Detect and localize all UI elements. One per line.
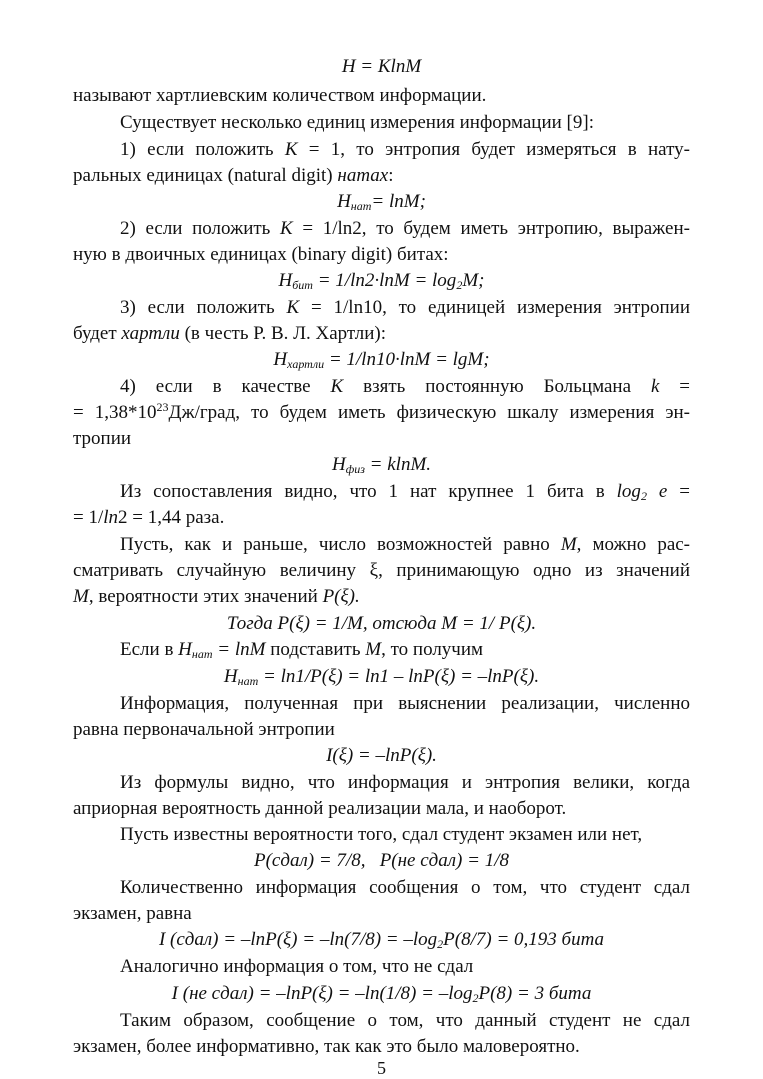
paragraph-line: называют хартлиевским количеством информации.: [73, 85, 487, 106]
paragraph-line: равна первоначальной энтропии: [73, 719, 335, 740]
paragraph-line: Пусть известны вероятности того, сдал студент экзамен или нет,: [120, 824, 643, 845]
page-number: 5: [377, 1058, 386, 1078]
list-item-3-line: 3) если положить K = 1/ln10, то единицей измерения энтропии: [120, 297, 690, 318]
paragraph-line: Из формулы видно, что информация и энтропия велики, когда: [120, 772, 690, 793]
list-item-4-line: 4) если в качестве K взять постоянную Больцмана k =: [120, 376, 690, 397]
list-item-3-line: будет хартли (в честь Р. В. Л. Хартли):: [73, 323, 387, 344]
formula-probabilities: P(сдал) = 7/8, P(не сдал) = 1/8: [254, 850, 509, 871]
list-item-2-line: ную в двоичных единицах (binary digit) битах:: [73, 244, 449, 265]
formula-substitution: $H_{нат} = \ln 1/P(\xi) = \ln 1 - \ln P(\xi) = -\ln P(\xi)$.: [223, 666, 540, 688]
paragraph-line: априорная вероятность данной реализации мала, и наоборот.: [73, 798, 567, 819]
formula-bit: $H_{бит} = 1/\ln 2\cdot\ln M = \log_2M$;: [278, 270, 485, 292]
paragraph-line: Из сопоставления видно, что 1 нат крупнее 1 бита в $\log_2 e$ =: [120, 481, 690, 503]
list-item-1-line: ральных единицах (natural digit) натах:: [73, 165, 394, 186]
paragraph-line: экзамен, более информативно, так как это было маловероятно.: [73, 1036, 580, 1057]
formula-information: I(ξ) = –lnP(ξ).: [326, 745, 437, 766]
formula-nat: $H_{нат}= \ln M$;: [337, 191, 426, 213]
paragraph-line: Аналогично информация о том, что не сдал: [120, 956, 474, 977]
list-item-4-line: = $1,38*10^{23}Дж$/град, то будем иметь физическую шкалу измерения эн-: [73, 400, 690, 423]
paragraph-line: Таким образом, сообщение о том, что данный студент не сдал: [120, 1010, 690, 1031]
paragraph-line: M, вероятности этих значений P(ξ).: [73, 586, 360, 607]
paragraph-line: Если в $H_{нат} = \ln M$ подставить M, то получим: [120, 639, 484, 661]
formula-failed: I (не сдал) = $-\ln P(\xi) = -\ln(1/8) = -\log_2P(8) = 3$ бита: [171, 983, 592, 1005]
paragraph-line: сматривать случайную величину ξ, принимающую одно из значений: [73, 560, 690, 581]
list-item-4-line: тропии: [73, 428, 132, 449]
paragraph-line: Существует несколько единиц измерения информации [9]:: [120, 112, 594, 133]
list-item-2-line: 2) если положить K = 1/ln2, то будем иметь энтропию, выражен-: [120, 218, 690, 239]
paragraph-line: Пусть, как и раньше, число возможностей равно M, можно рас-: [120, 534, 691, 555]
list-item-1-line: 1) если положить K = 1, то энтропия будет измеряться в нату-: [120, 139, 690, 160]
formula-hartley: H = KlnM: [341, 56, 422, 77]
paragraph-line: Количественно информация сообщения о том, что студент сдал: [120, 877, 690, 898]
formula-phys: $H_{физ} = klnM$.: [331, 454, 432, 476]
formula-hartley-unit: $H_{хартли} = 1/\ln 10\cdot\ln M = \lg M$;: [273, 349, 490, 371]
paragraph-line: Информация, полученная при выяснении реализации, численно: [120, 693, 690, 714]
paragraph-line: экзамен, равна: [73, 903, 192, 924]
formula-then: Тогда P(ξ) = 1/M, отсюда M = 1/ P(ξ).: [226, 613, 537, 634]
formula-passed: I (сдал) = $-\ln P(\xi) = -\ln(7/8) = -\log_2P(8/7) = 0,193$ бита: [158, 929, 605, 951]
paragraph-line: = 1/ln2 = 1,44 раза.: [73, 507, 225, 528]
